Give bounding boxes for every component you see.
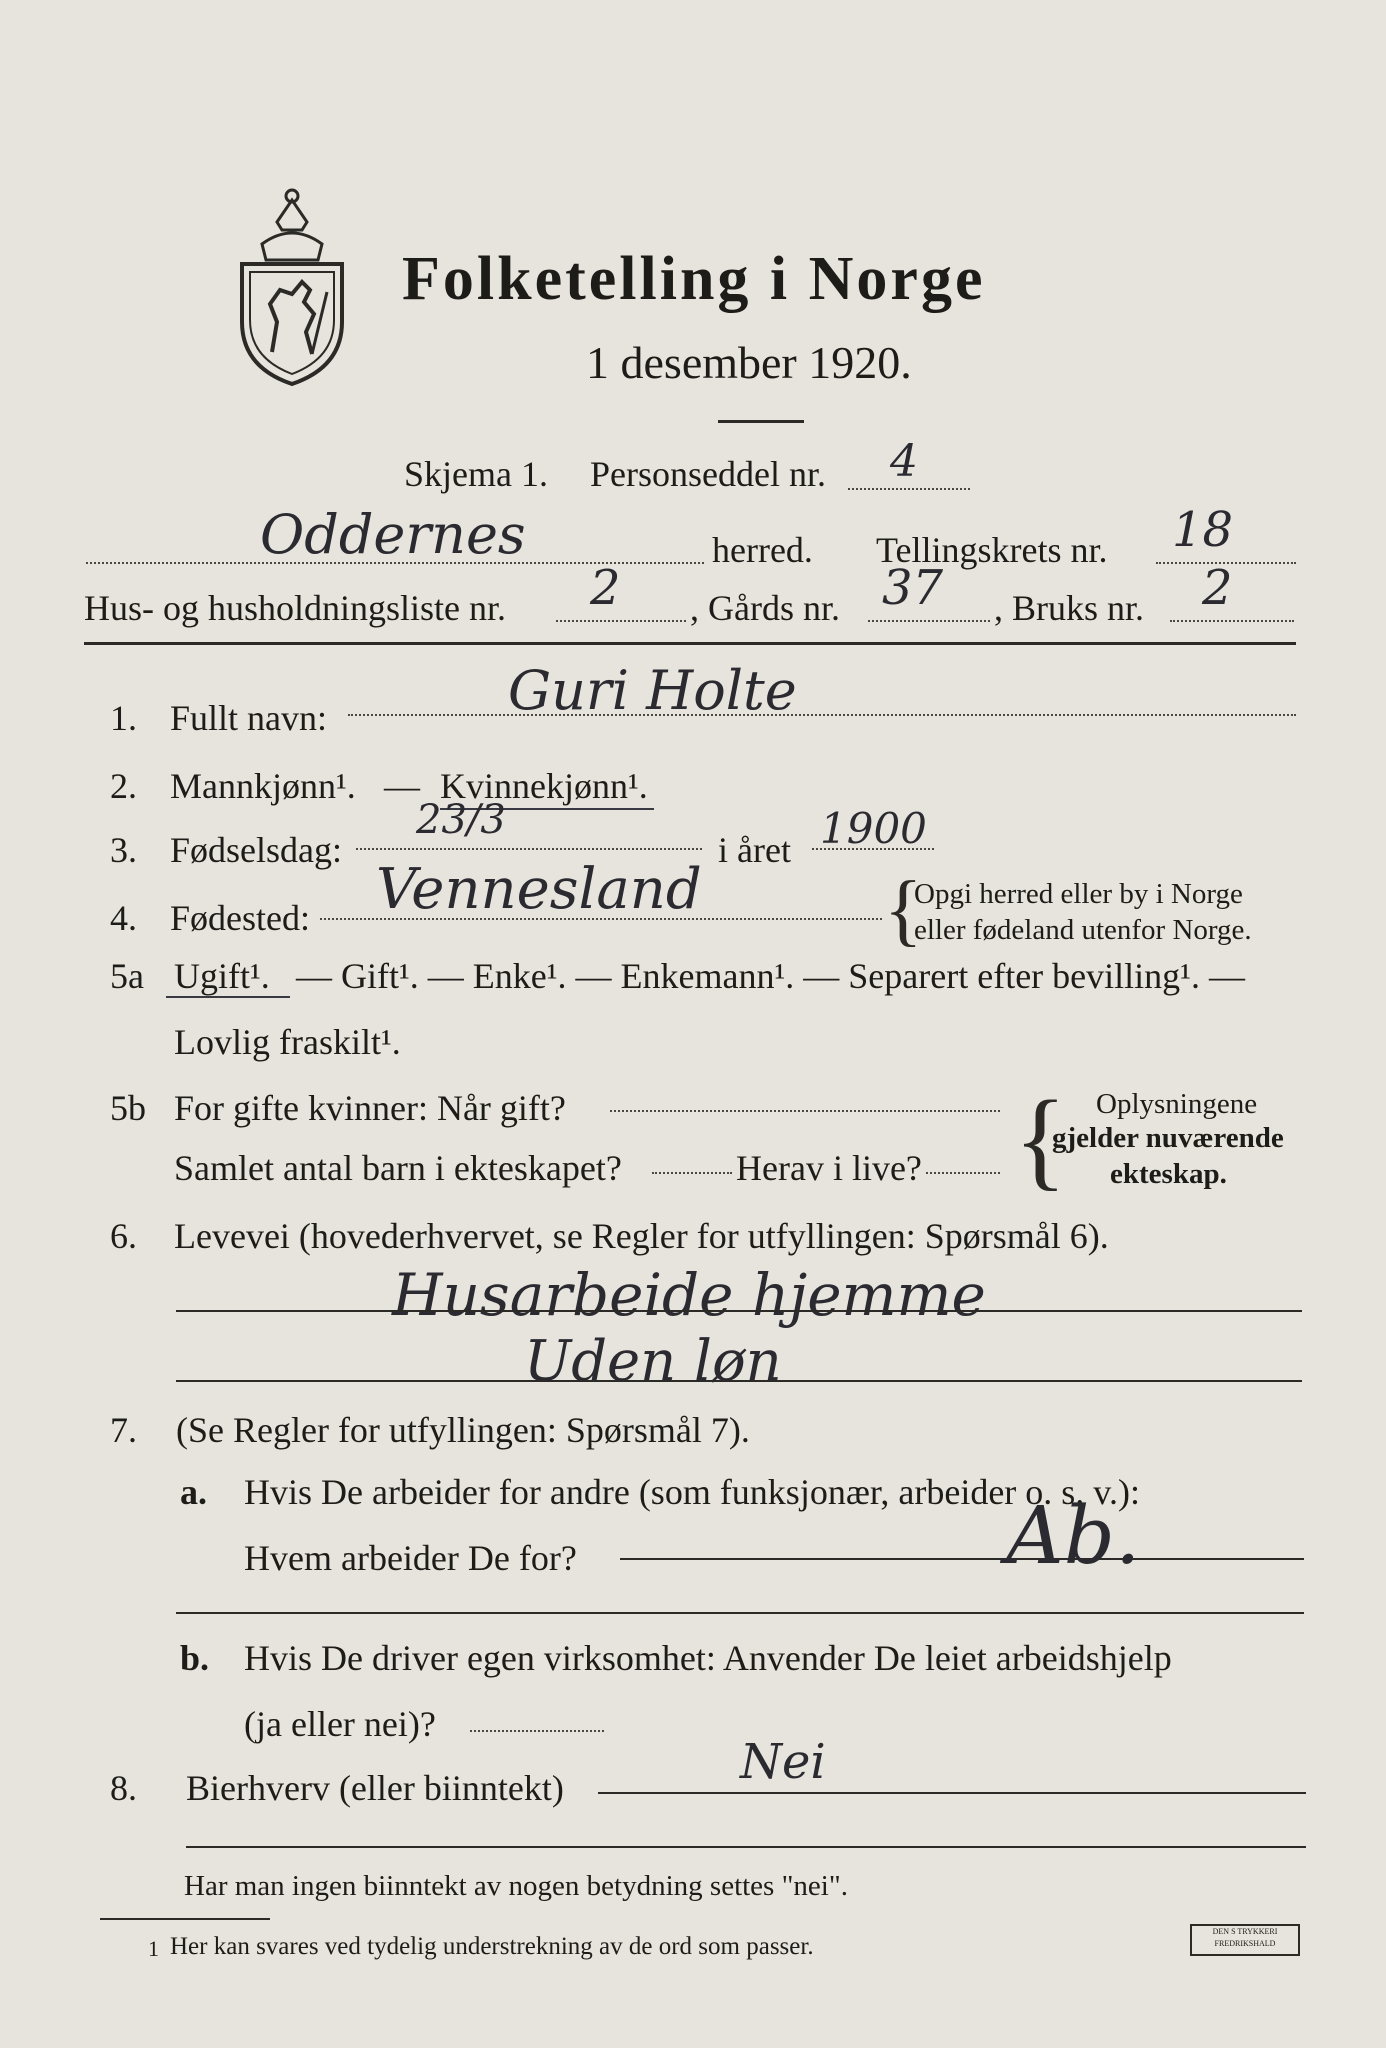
husholdning-label: Hus- og husholdningsliste nr. [84,588,507,628]
q2-number: 2. [110,766,137,806]
q6-answer2: Uden løn [524,1329,782,1394]
q7a-line1: Hvis De arbeider for andre (som funksjonær, arbeider o. s. v.): [244,1472,1140,1512]
q5b-note1: Oplysningene [1096,1088,1258,1120]
personseddel-label: Personseddel nr. [590,454,826,494]
skjema-label: Skjema 1. [404,454,548,494]
q7b-line2: (ja eller nei)? [244,1704,436,1744]
gards-label: , Gårds nr. [690,588,840,628]
bruks-label: , Bruks nr. [994,588,1145,628]
q4-value: Vennesland [376,857,702,922]
q5a-number: 5a [110,956,144,996]
q5b-line1: For gifte kvinner: Når gift? [174,1088,566,1128]
q1-label: Fullt navn: [170,698,328,738]
q8-answer: Nei [740,1734,826,1790]
q4-note-line2: eller fødeland utenfor Norge. [914,914,1252,946]
q6-label: Levevei (hovederhvervet, se Regler for utfyllingen: Spørsmål 6). [174,1216,1109,1256]
q7-label: (Se Regler for utfyllingen: Spørsmål 7). [176,1410,750,1450]
tellingskrets-label: Tellingskrets nr. [876,530,1108,570]
q7a-letter: a. [180,1472,207,1512]
coat-of-arms-icon [232,182,352,388]
personseddel-line [848,488,970,490]
tellingskrets-value: 18 [1172,502,1234,558]
q6-line2 [176,1380,1302,1382]
herred-value: Oddernes [260,503,526,566]
census-date: 1 desember 1920. [586,337,912,388]
footer-note: Har man ingen biinntekt av nogen betydning settes "nei". [184,1870,848,1902]
personseddel-value: 4 [890,436,918,487]
q5a-ugift: Ugift¹. [174,956,270,996]
footnote-rule [100,1918,270,1920]
q3-year-value: 1900 [820,804,927,853]
printer-stamp: DEN S TRYKKERI FREDRIKSHALD [1190,1924,1300,1956]
gards-value: 37 [882,560,944,616]
q5a-ugift-underline [166,996,290,998]
q7b-letter: b. [180,1638,210,1678]
q4-note-line1: Opgi herred eller by i Norge [914,878,1243,910]
q6-number: 6. [110,1216,137,1256]
q5a-line2: Lovlig fraskilt¹. [174,1022,401,1062]
q6-line1 [176,1310,1302,1312]
q7a-line-a [620,1558,1304,1560]
q8-line2 [186,1846,1306,1848]
q5b-alive-label: Herav i live? [736,1148,922,1188]
q7a-answer: Ab. [1006,1489,1141,1582]
footnote-text: Her kan svares ved tydelig understrekning av de ord som passer. [170,1933,814,1960]
q2-dash: — [384,766,420,806]
q3-day-line [356,848,702,850]
q7a-line-b [176,1612,1304,1614]
q7a-line2: Hvem arbeider De for? [244,1538,577,1578]
q7-number: 7. [110,1410,137,1450]
q5b-alive-line [926,1172,1000,1174]
q8-number: 8. [110,1768,137,1808]
q5b-number: 5b [110,1088,146,1128]
q4-number: 4. [110,898,137,938]
q5b-children-line [652,1172,732,1174]
q5b-when-line [610,1110,1000,1112]
form-title: Folketelling i Norge [402,245,986,313]
gards-line [868,620,990,622]
q7b-line1: Hvis De driver egen virksomhet: Anvender De leiet arbeidshjelp [244,1638,1172,1678]
q4-label: Fødested: [170,898,310,938]
bruks-value: 2 [1202,560,1233,616]
q2-female: Kvinnekjønn¹. [440,766,648,806]
husholdning-line [556,620,686,622]
q3-label: Fødselsdag: [170,830,343,870]
header-rule [84,642,1296,645]
q5b-note2: gjelder nuværende [1052,1122,1284,1154]
q3-year-label: i året [718,830,791,870]
q7b-line [470,1730,604,1732]
husholdning-value: 2 [590,560,621,616]
q8-line1 [598,1792,1306,1794]
footnote-number: 1 [148,1936,159,1961]
herred-label: herred. [712,530,813,570]
q4-brace: { [884,866,923,954]
q5b-note3: ekteskap. [1110,1158,1227,1190]
q1-value: Guri Holte [508,659,797,722]
q5b-brace: { [1014,1078,1067,1200]
q5a-options: — Gift¹. — Enke¹. — Enkemann¹. — Separert efter bevilling¹. — [296,956,1245,996]
q3-day-value: 23/3 [416,797,506,843]
q2-male: Mannkjønn¹. [170,766,356,806]
q3-number: 3. [110,830,137,870]
q6-answer1: Husarbeide hjemme [392,1261,986,1329]
bruks-line [1170,620,1294,622]
q5b-children-label: Samlet antal barn i ekteskapet? [174,1148,622,1188]
q8-label: Bierhverv (eller biinntekt) [186,1768,564,1808]
title-divider [718,420,804,423]
q1-line [348,714,1296,716]
q1-number: 1. [110,698,137,738]
